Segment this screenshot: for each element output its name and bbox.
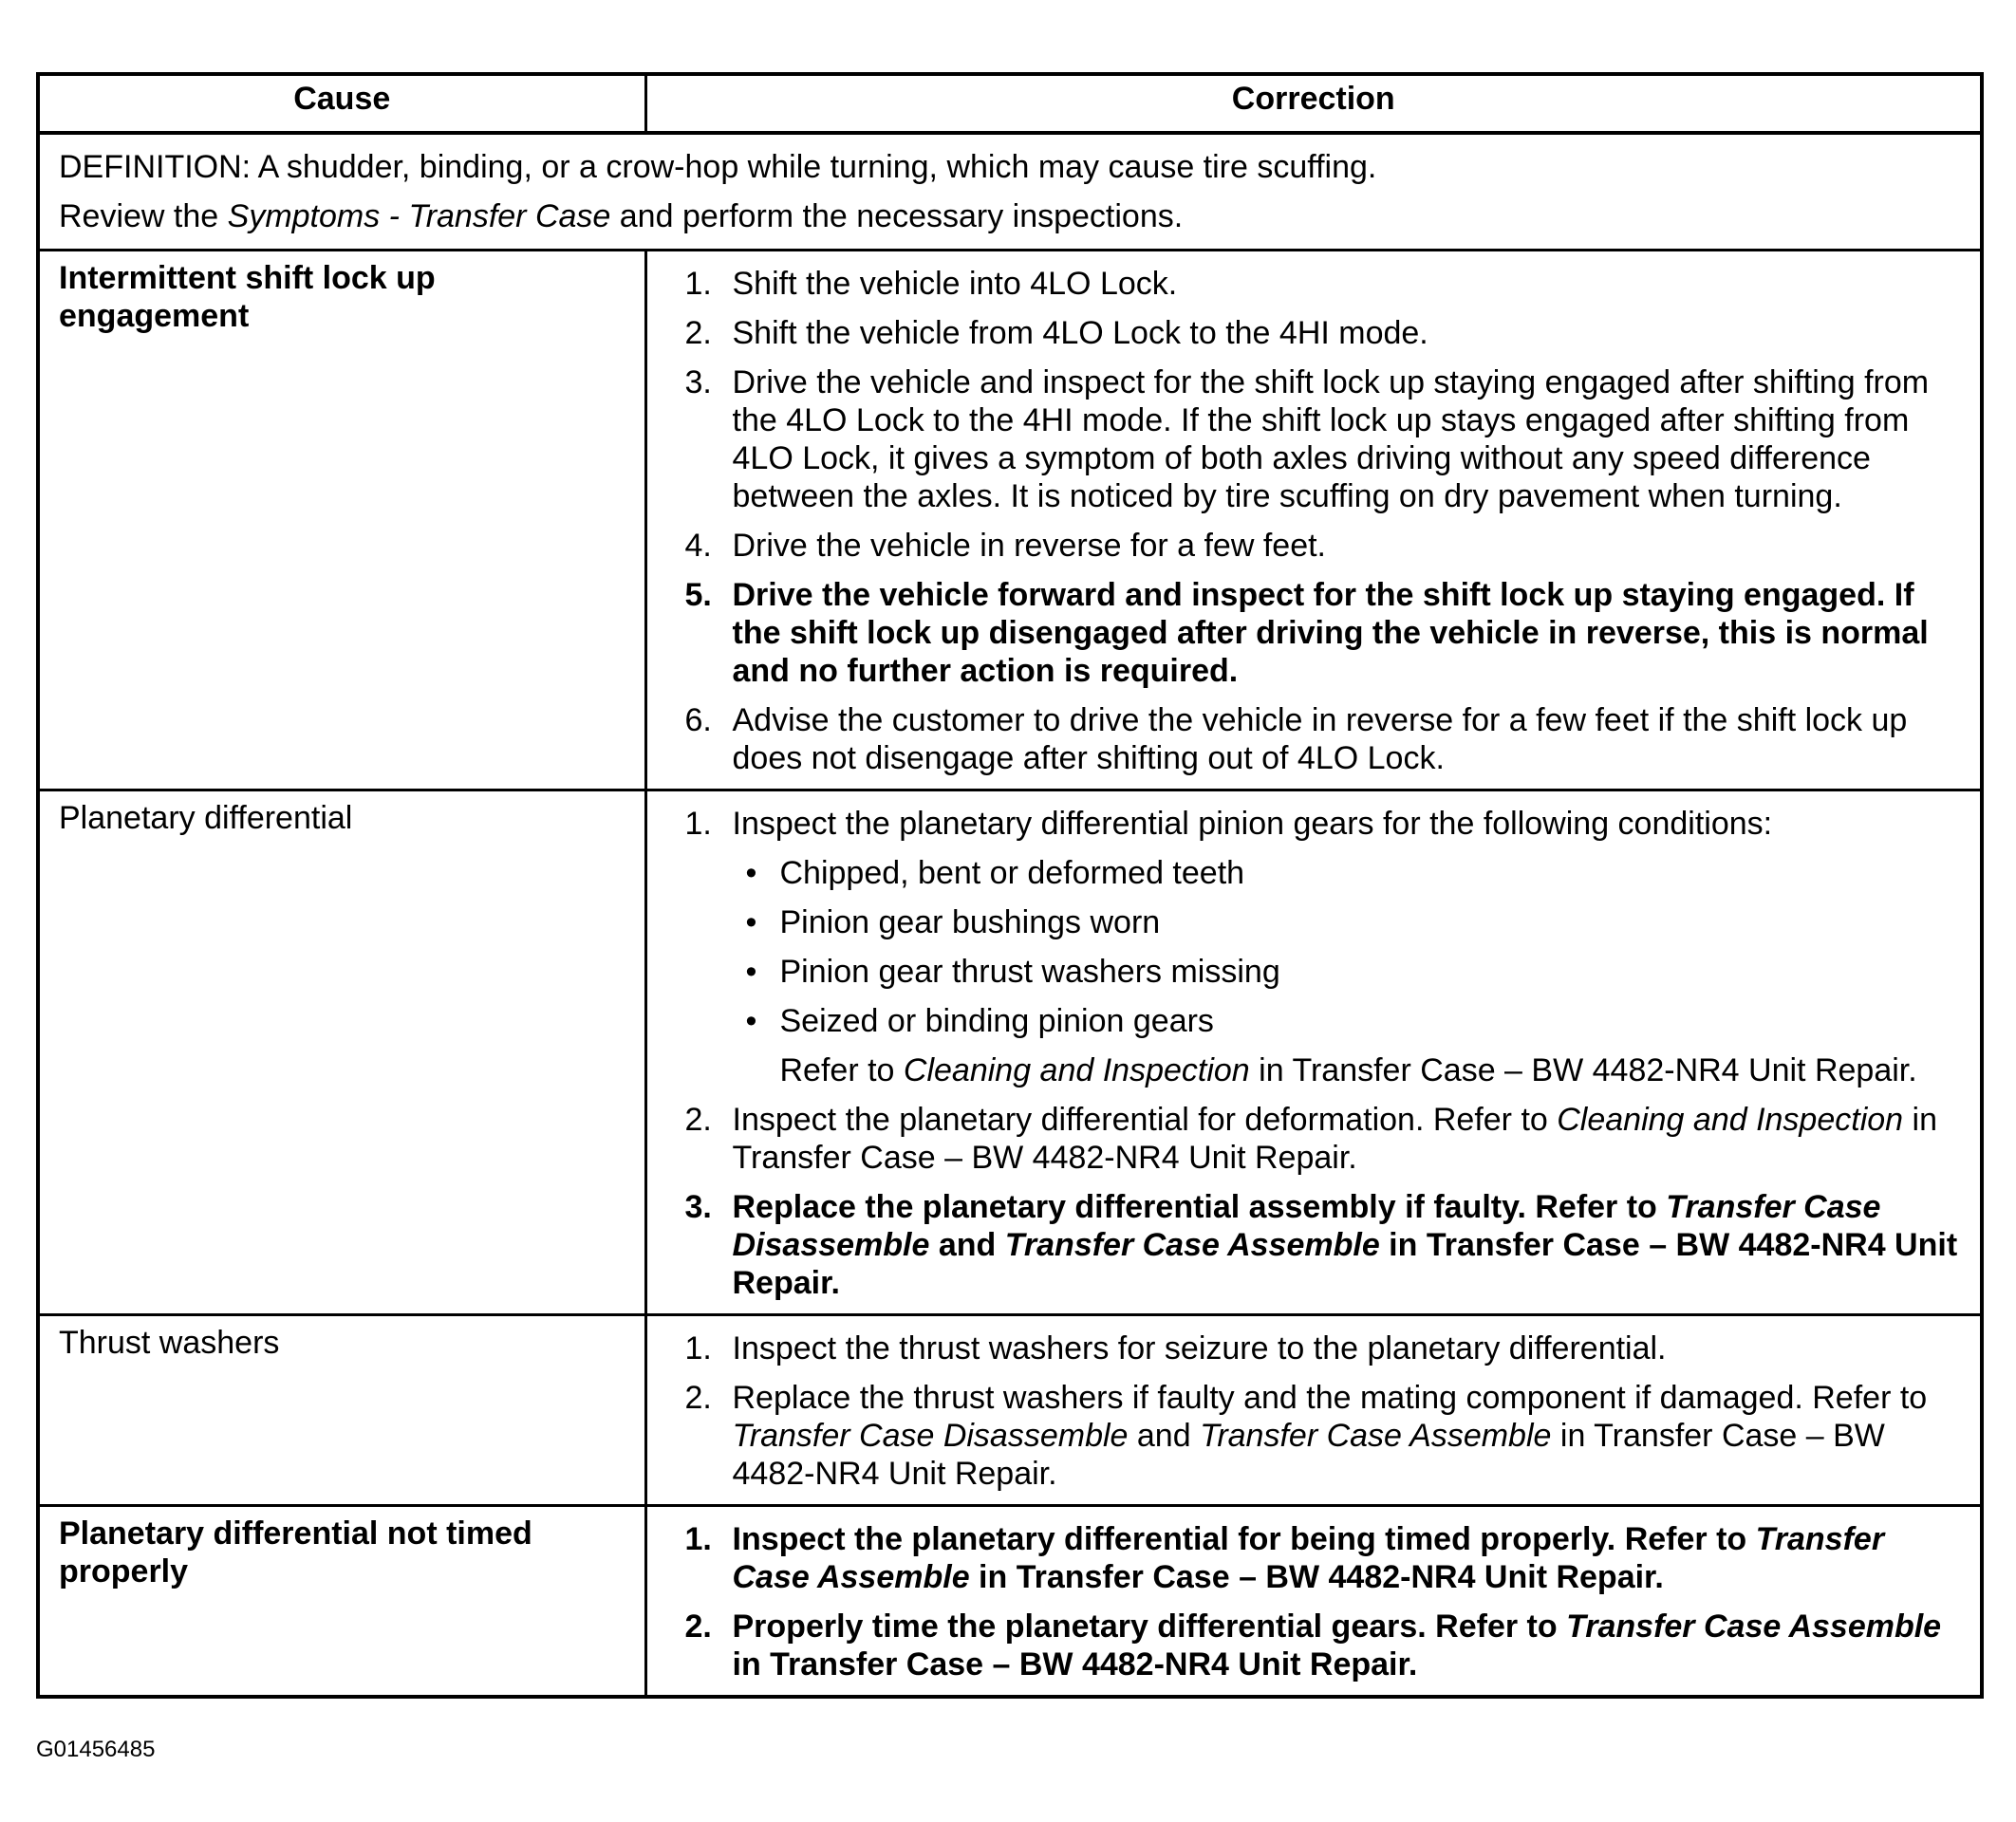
step-number: 2. [684,1102,712,1138]
step-text: Inspect the planetary differential pinion gears for the following conditions: [732,806,1773,842]
bullet-icon: • [745,855,757,891]
correction-cell [645,790,1982,1315]
bullet-icon: • [745,1003,757,1039]
condition-text: Pinion gear bushings worn [779,904,1161,940]
review-pre: Review the [59,198,228,234]
condition-text: Pinion gear thrust washers missing [779,954,1280,990]
step-text: Drive the vehicle in reverse for a few feet. [732,528,1326,564]
step-item [685,1101,1969,1177]
cause-cell: Planetary differential [38,790,645,1315]
step-text: Inspect the thrust washers for seizure to the planetary differential. [732,1330,1667,1366]
condition-text: Seized or binding pinion gears [779,1003,1214,1039]
list-item [733,1002,1969,1040]
step-text: Properly time the planetary differential gears. Refer to [732,1608,1567,1645]
definition-row [38,133,1982,251]
step-item [685,314,1969,352]
list-item [733,953,1969,991]
step-number: 6. [684,702,712,738]
disassemble-reference: Transfer Case Disassemble [732,1418,1129,1454]
step-text: in Transfer Case – BW 4482-NR4 Unit Repair. [732,1418,1885,1492]
cause-cell: Planetary differential not timed properly [38,1506,645,1698]
cause-header: Cause [38,74,645,133]
refer-pre: Refer to [779,1052,904,1088]
step-number: 1. [684,806,712,842]
list-item [733,854,1969,892]
step-item [685,265,1969,303]
step-list [685,1520,1969,1683]
bullet-icon: • [745,954,757,990]
step-text: Shift the vehicle from 4LO Lock to the 4HI mode. [732,315,1428,351]
step-number: 2. [684,1608,712,1645]
correction-cell [645,251,1982,790]
step-number: 3. [684,364,712,400]
step-number: 2. [684,1380,712,1416]
header-row [38,74,1982,133]
list-item [733,903,1969,941]
step-text: in Transfer Case – BW 4482-NR4 Unit Repair. [969,1559,1664,1595]
review-text [59,192,1961,241]
step-item [685,1188,1969,1302]
symptoms-reference: Symptoms - Transfer Case [227,198,611,234]
table-row [38,790,1982,1315]
step-text: and [929,1227,1005,1263]
step-number: 1. [684,266,712,302]
step-list [685,265,1969,777]
step-item [685,1520,1969,1596]
definition-text: DEFINITION: A shudder, binding, or a crow-hop while turning, which may cause tire scuffing. [59,149,1377,185]
step-text: Drive the vehicle and inspect for the shift lock up staying engaged after shifting from the 4LO Lock to the 4HI mode. If the shift lock up stays engaged after shifting from 4LO Lock, it gives a symptom of both axles driving without any speed difference between the axles. It is noticed by tire scuffing on dry pavement when turning. [732,364,1930,514]
disassemble-reference: Transfer Case Disassemble [732,1189,1881,1263]
assemble-reference: Transfer Case Assemble [1004,1227,1380,1263]
step-text: Inspect the planetary differential for being timed properly. Refer to [732,1521,1756,1557]
step-text: Inspect the planetary differential for deformation. Refer to [732,1102,1558,1138]
assemble-reference: Transfer Case Assemble [1566,1608,1942,1645]
table-row [38,1315,1982,1506]
assemble-reference: Transfer Case Assemble [732,1521,1885,1595]
correction-header: Correction [645,74,1982,133]
step-number: 1. [684,1330,712,1366]
step-number: 4. [684,528,712,564]
step-item [685,363,1969,515]
step-text: in Transfer Case – BW 4482-NR4 Unit Repair. [732,1102,1937,1176]
table-row [38,251,1982,790]
cleaning-inspection-reference: Cleaning and Inspection [903,1052,1250,1088]
step-text: Drive the vehicle forward and inspect for the shift lock up staying engaged. If the shift lock up disengaged after driving the vehicle in reverse, this is normal and no further action is required. [732,577,1929,689]
cleaning-inspection-reference: Cleaning and Inspection [1557,1102,1904,1138]
step-number: 5. [684,577,712,613]
refer-post: in Transfer Case – BW 4482-NR4 Unit Repair. [1249,1052,1917,1088]
step-list [685,805,1969,1302]
figure-id: G01456485 [36,1737,156,1762]
cause-cell: Intermittent shift lock up engagement [38,251,645,790]
assemble-reference: Transfer Case Assemble [1200,1418,1552,1454]
table-row [38,1506,1982,1698]
step-text: Shift the vehicle into 4LO Lock. [732,266,1178,302]
step-text: and [1128,1418,1201,1454]
step-number: 3. [684,1189,712,1225]
condition-text: Chipped, bent or deformed teeth [779,855,1245,891]
step-text: in Transfer Case – BW 4482-NR4 Unit Repair. [732,1646,1418,1683]
correction-cell [645,1315,1982,1506]
refer-note [733,1051,1969,1089]
review-post: and perform the necessary inspections. [610,198,1184,234]
step-text: Advise the customer to drive the vehicle in reverse for a few feet if the shift lock up does not disengage after shifting out of 4LO Lock. [732,702,1908,776]
step-item [685,527,1969,565]
step-number: 2. [684,315,712,351]
step-item [685,576,1969,690]
condition-list [733,854,1969,1040]
step-item [685,1608,1969,1683]
step-text: in Transfer Case – BW 4482-NR4 Unit Repair. [732,1227,1958,1301]
step-text: Replace the thrust washers if faulty and the mating component if damaged. Refer to [732,1380,1928,1416]
definition-cell [38,133,1982,251]
correction-cell [645,1506,1982,1698]
step-text: Replace the planetary differential assembly if faulty. Refer to [732,1189,1667,1225]
step-item [685,701,1969,777]
step-item [685,1329,1969,1367]
bullet-icon: • [745,904,757,940]
step-number: 1. [684,1521,712,1557]
cause-correction-table [36,72,1984,1699]
cause-cell: Thrust washers [38,1315,645,1506]
step-list [685,1329,1969,1493]
step-item [685,805,1969,1089]
step-item [685,1379,1969,1493]
